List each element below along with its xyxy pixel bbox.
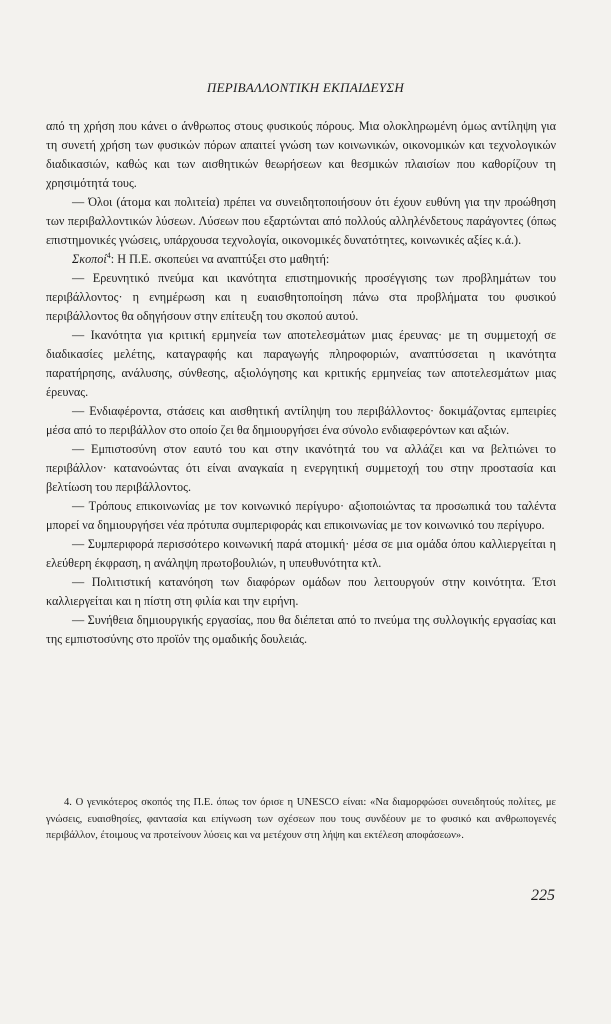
paragraph: — Όλοι (άτομα και πολιτεία) πρέπει να συνειδητοποιήσουν ότι έχουν ευθύνη για την προώθηση των περιβαλλοντικών λύσεων. Λύσεων που εξαρτώνται από πολλούς αλληλένδετους παράγοντες (όπως επιστημονικές γνώσεις, υπάρχουσα τεχνολογία, οικονομικές δυνατότητες, κοινωνικές αξίες κ.ά.). <box>46 195 556 247</box>
body-text <box>46 117 556 649</box>
aim-item: — Ερευνητικό πνεύμα και ικανότητα επιστημονικής προσέγγισης των προβλημάτων του περιβάλλοντος· η ενημέρωση και η ευαισθητοποίηση πάνω στα προβλήματα του φυσικού περιβάλλοντος θα οδηγήσουν στην επίτευξη του σκοπού αυτού. <box>46 271 556 323</box>
aim-item: — Πολιτιστική κατανόηση των διαφόρων ομάδων που λειτουργούν στην κοινότητα. Έτσι καλλιεργείται και η πίστη στη φιλία και την ειρήνη. <box>46 575 556 608</box>
aim-item: — Συμπεριφορά περισσότερο κοινωνική παρά ατομική· μέσα σε μια ομάδα όπου καλλιεργείται η ελεύθερη έκφραση, η ανάληψη πρωτοβουλιών, η υπευθυνότητα κτλ. <box>46 537 556 570</box>
aim-item: — Ικανότητα για κριτική ερμηνεία των αποτελεσμάτων μιας έρευνας· με τη συμμετοχή σε διαδικασίες μελέτης, καταγραφής και παραγωγής πληροφοριών, αναπτύσσεται η ικανότητα παρατήρησης, ανάλυσης, σύνθεσης, αξιολόγησης και κριτικής ερμηνείας των αποτελεσμάτων μιας έρευνας. <box>46 328 556 399</box>
aims-label: Σκοποί <box>72 252 107 266</box>
aim-item: — Συνήθεια δημιουργικής εργασίας, που θα διέπεται από το πνεύμα της συλλογικής εργασίας και της εμπιστοσύνης στο προϊόν της ομαδικής δουλειάς. <box>46 613 556 646</box>
aims-intro-text: : Η Π.Ε. σκοπεύει να αναπτύξει στο μαθητή: <box>110 252 330 266</box>
footnote-ref: 4 <box>106 250 111 260</box>
footnote: 4. Ο γενικότερος σκοπός της Π.Ε. όπως τον όρισε η UNESCO είναι: «Να διαμορφώσει συνειδητούς πολίτες, με γνώσεις, ευαισθησίες, φαντασία και επίγνωση των σχέσεων που τους συνδέουν με το φυσικό και ανθρωπογενές περιβάλλον, έτοιμους να προτείνουν λύσεις και να μετέχουν στη λήψη και εκτέλεση αποφάσεων». <box>46 797 556 841</box>
running-header: ΠΕΡΙΒΑΛΛΟΝΤΙΚΗ ΕΚΠΑΙΔΕΥΣΗ <box>206 80 405 95</box>
aim-item: — Ενδιαφέροντα, στάσεις και αισθητική αντίληψη του περιβάλλοντος· δοκιμάζοντας εμπειρίες μέσα από το περιβάλλον στο οποίο ζει θα δημιουργήσει ένα σύνολο ενδιαφερόντων και αξιών. <box>46 404 556 437</box>
page-number: 225 <box>531 887 555 904</box>
aim-item: — Εμπιστοσύνη στον εαυτό του και στην ικανότητά του να αλλάζει και να βελτιώνει το περιβάλλον· κατανοώντας ότι είναι αναγκαία η ενεργητική συμμετοχή του στην προστασία και βελτίωση του περιβάλλοντος. <box>46 442 556 494</box>
aim-item: — Τρόπους επικοινωνίας με τον κοινωνικό περίγυρο· αξιοποιώντας τα προσωπικά του ταλέντα μπορεί να δημιουργήσει νέα πρότυπα συμπεριφοράς και επικοινωνίας με τον κοινωνικό του περίγυρο. <box>46 499 556 532</box>
aims-heading-paragraph <box>46 250 556 269</box>
paragraph: από τη χρήση που κάνει ο άνθρωπος στους φυσικούς πόρους. Μια ολοκληρωμένη όμως αντίληψη για τη συνετή χρήση των φυσικών πόρων απαιτεί γνώση των κοινωνικών, οικονομικών και τεχνολογικών διαδικασιών, καθώς και των αισθητικών θεωρήσεων και θεσμικών πλαισίων που καθορίζουν τη χρησιμότητά τους. <box>46 119 556 190</box>
